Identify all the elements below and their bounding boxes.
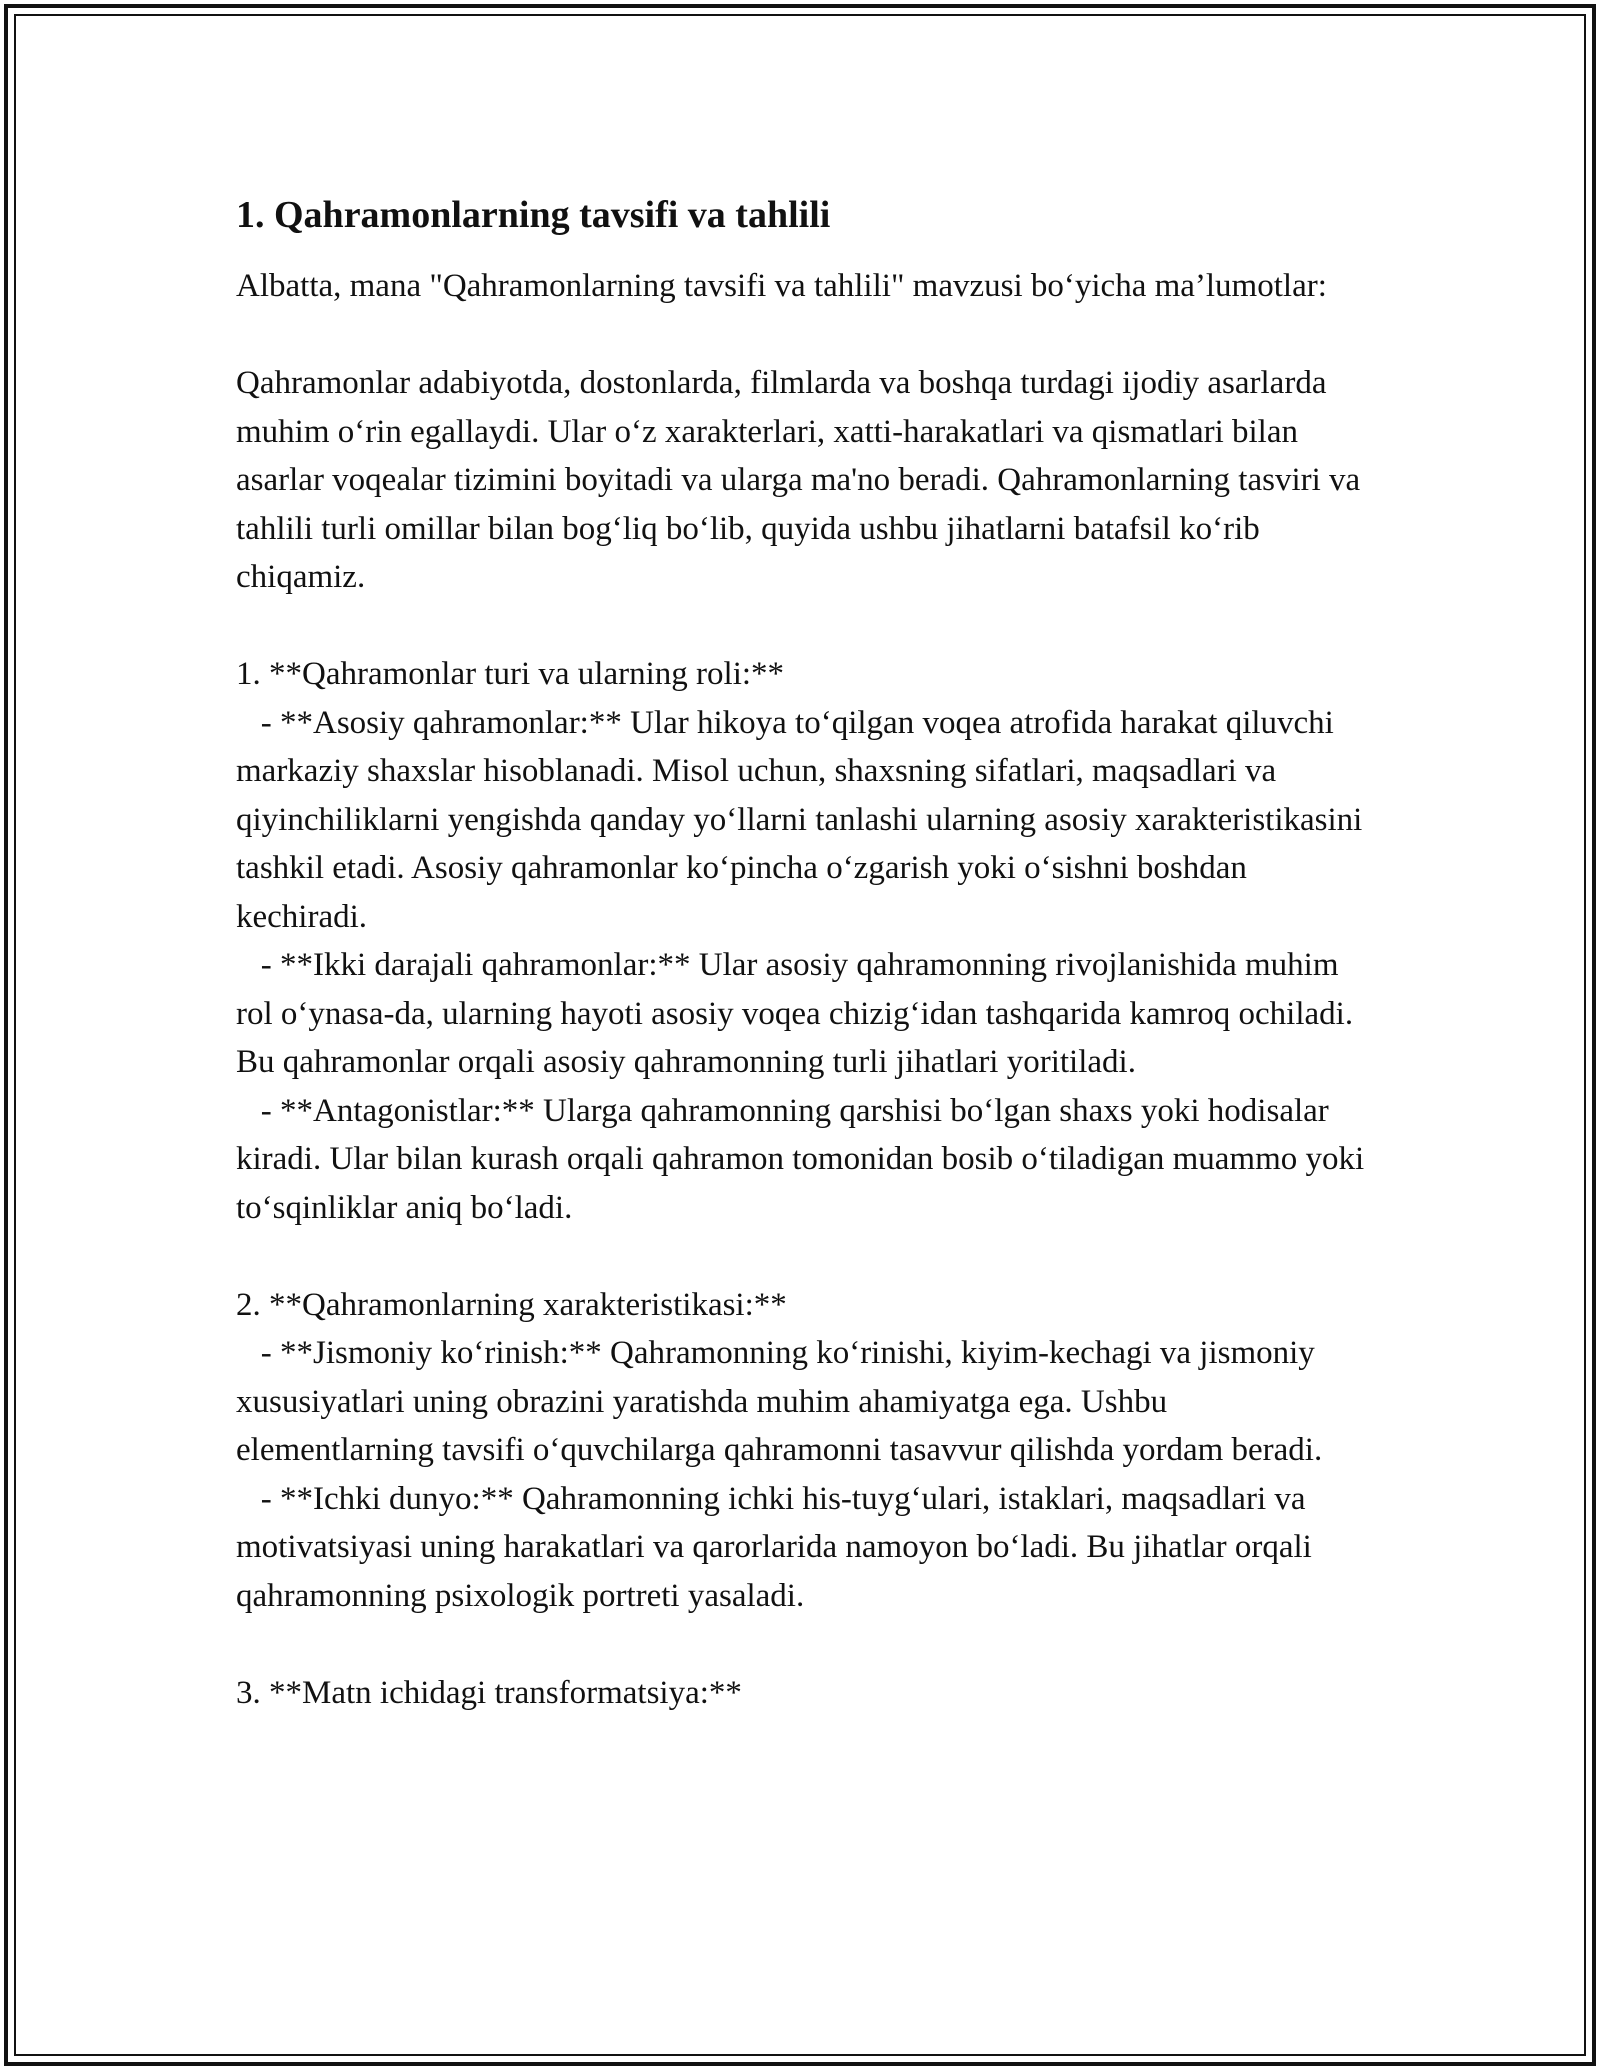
list-item: - **Antagonistlar:** Ularga qahramonning qarshisi bo‘lgan shaxs yoki hodisalar kiradi. Ular bilan kurash orqali qahramon tomonidan bosib o‘tiladigan muammo yoki to‘sqinliklar aniq bo‘ladi.	[236, 1092, 1373, 1226]
section-heading: 1. **Qahramonlar turi va ularning roli:**	[236, 656, 785, 692]
section-2	[236, 1281, 1366, 1621]
section-3	[236, 1669, 1366, 1718]
blank-line	[236, 602, 1366, 651]
body-paragraph: Qahramonlar adabiyotda, dostonlarda, filmlarda va boshqa turdagi ijodiy asarlarda muhim o‘rin egallaydi. Ular o‘z xarakterlari, xatti-harakatlari va qismatlari bilan asarlar voqealar tizimini boyitadi va ularga ma'no beradi. Qahramonlarning tasviri va tahlili turli omillar bilan bog‘liq bo‘lib, quyida ushbu jihatlarni batafsil ko‘rib chiqamiz.	[236, 365, 1369, 595]
list-item: - **Ichki dunyo:** Qahramonning ichki his-tuyg‘ulari, istaklari, maqsadlari va motivatsiyasi uning harakatlari va qarorlarida namoyon bo‘ladi. Bu jihatlar orqali qahramonning psixologik portreti yasaladi.	[236, 1480, 1321, 1614]
blank-line	[236, 1232, 1366, 1281]
blank-line	[236, 1620, 1366, 1669]
section-1	[236, 650, 1373, 1232]
list-item: - **Jismoniy ko‘rinish:** Qahramonning ko‘rinishi, kiyim-kechagi va jismoniy xususiyatlari uning obrazini yaratishda muhim ahamiyatga ega. Ushbu elementlarning tavsifi o‘quvchilarga qahramonni tasavvur qilishda yordam beradi.	[236, 1335, 1324, 1468]
intro-paragraph: Albatta, mana "Qahramonlarning tavsifi va tahlili" mavzusi bo‘yicha ma’lumotlar:	[236, 268, 1327, 304]
section-heading: 2. **Qahramonlarning xarakteristikasi:**	[236, 1286, 787, 1323]
blank-line	[236, 311, 1366, 360]
document-body	[236, 190, 1373, 1717]
list-item: - **Asosiy qahramonlar:** Ular hikoya to‘qilgan voqea atrofida harakat qiluvchi markaziy shaxslar hisoblanadi. Misol uchun, shaxsning sifatlari, maqsadlari va qiyinchiliklarni yengishda qanday yo‘llarni tanlashi ularning asosiy xarakteristikasini tashkil etadi. Asosiy qahramonlar ko‘pincha o‘zgarish yoki o‘sishni boshdan kechiradi.	[236, 704, 1371, 935]
list-item: - **Ikki darajali qahramonlar:** Ular asosiy qahramonning rivojlanishida muhim rol o‘ynasa-da, ularning hayoti asosiy voqea chizig‘idan tashqarida kamroq ochiladi. Bu qahramonlar orqali asosiy qahramonning turli jihatlari yoritiladi.	[236, 947, 1362, 1080]
document-title: 1. Qahramonlarning tavsifi va tahlili	[236, 194, 831, 236]
section-heading: 3. **Matn ichidagi transformatsiya:**	[236, 1674, 742, 1711]
